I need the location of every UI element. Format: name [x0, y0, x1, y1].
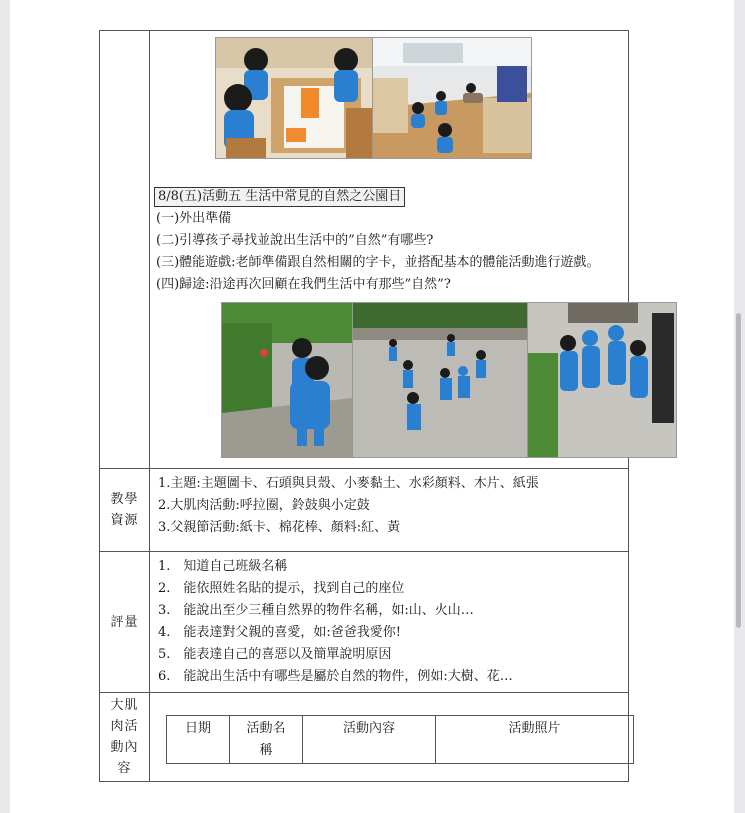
photo-classroom-floor [372, 37, 532, 159]
classroom-photos [150, 31, 628, 163]
evaluation-content-cell [150, 552, 629, 693]
activity-label-cell [100, 31, 150, 469]
activity-step-2: (二)引導孩子尋找並說出生活中的”自然”有哪些? [156, 233, 434, 248]
resource-item-1: 1.主題:主題圖卡、石頭與貝殼、小麥黏土、水彩顏料、木片、紙張 [158, 476, 539, 491]
gross-motor-row [100, 693, 629, 782]
activity-content-cell [150, 31, 629, 469]
activity-step-3: (三)體能遊戲:老師準備跟自然相關的字卡，並搭配基本的體能活動進行遊戲。 [156, 255, 600, 270]
gross-motor-content-cell [150, 693, 629, 782]
evaluation-item-3: 3. 能說出至少三種自然界的物件名稱，如:山、火山… [158, 603, 474, 618]
evaluation-item-1: 1. 知道自己班級名稱 [158, 559, 288, 574]
gross-motor-label: 大肌肉活動內容 [100, 693, 150, 782]
document-page [10, 0, 734, 813]
activity-title: 8/8(五)活動五 生活中常見的自然之公園日 [154, 187, 405, 207]
photo-park-plaza-play [352, 302, 528, 458]
evaluation-item-6: 6. 能說出生活中有哪些是屬於自然的物件，例如:大樹、花… [158, 669, 513, 684]
activity-row [100, 31, 629, 469]
evaluation-item-4: 4. 能表達對父親的喜愛，如:爸爸我愛你! [158, 625, 402, 640]
resources-content-cell [150, 469, 629, 552]
column-activity-photos: 活動照片 [436, 716, 634, 764]
resource-item-2: 2.大肌肉活動:呼拉圈，鈴鼓與小定鼓 [158, 498, 370, 513]
evaluation-item-5: 5. 能表達自己的喜惡以及簡單說明原因 [158, 647, 392, 662]
column-activity-name: 活動名稱 [230, 716, 303, 764]
lesson-plan-table [99, 30, 629, 782]
resources-label: 教學資源 [100, 469, 150, 552]
column-activity-content: 活動內容 [303, 716, 436, 764]
activity-step-4: (四)歸途:沿途再次回顧在我們生活中有那些”自然”? [156, 277, 451, 292]
resource-item-3: 3.父親節活動:紙卡、棉花棒、顏料:紅、黃 [158, 520, 401, 535]
photo-park-path-walk [527, 302, 677, 458]
evaluation-row [100, 552, 629, 693]
park-photos [150, 302, 628, 468]
vertical-scrollbar[interactable] [736, 313, 741, 628]
photo-park-children-bushes [221, 302, 353, 458]
gross-motor-header-row [167, 716, 634, 764]
evaluation-item-2: 2. 能依照姓名貼的提示，找到自己的座位 [158, 581, 405, 596]
photo-children-table-craft [215, 37, 373, 159]
gross-motor-table [166, 715, 634, 764]
activity-step-1: (一)外出準備 [156, 211, 232, 226]
resources-row [100, 469, 629, 552]
evaluation-label: 評量 [100, 552, 150, 693]
column-date: 日期 [167, 716, 230, 764]
